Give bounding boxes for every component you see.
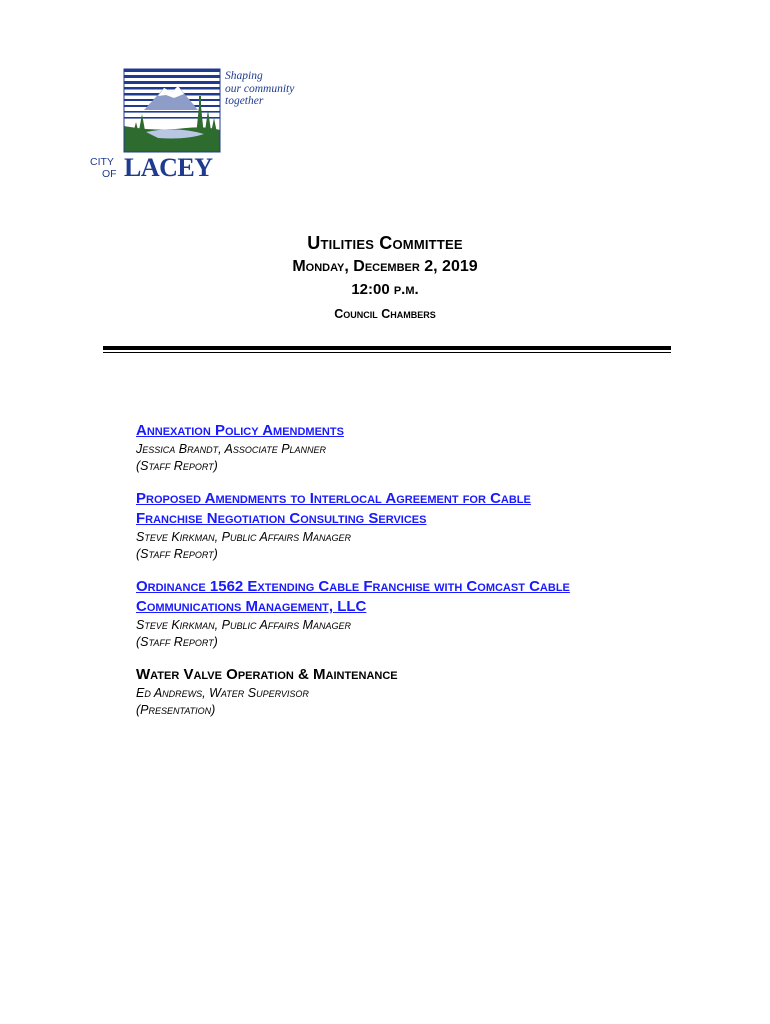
- logo-tagline-line: our community: [225, 82, 295, 95]
- agenda-item-title-link[interactable]: [136, 421, 696, 441]
- agenda-item-type: (Staff Report): [136, 547, 218, 561]
- header-divider: [103, 346, 671, 350]
- agenda-item: [136, 489, 696, 563]
- agenda-item-presenter: Steve Kirkman, Public Affairs Manager: [136, 530, 352, 544]
- agenda-item-title-line[interactable]: Ordinance 1562 Extending Cable Franchise with Comcast Cable: [136, 578, 570, 595]
- meeting-location: Council Chambers: [334, 307, 436, 321]
- logo-name: LACEY: [124, 153, 213, 182]
- agenda-item-presenter: Jessica Brandt, Associate Planner: [136, 442, 327, 456]
- logo-mountain: [144, 86, 198, 110]
- agenda-item-type: (Presentation): [136, 703, 216, 717]
- meeting-header: [0, 232, 770, 322]
- agenda-item-title-line[interactable]: Annexation Policy Amendments: [136, 422, 344, 439]
- agenda-item-title: [136, 665, 696, 685]
- logo-tagline-line: together: [225, 95, 264, 107]
- header-divider-thin: [103, 352, 671, 353]
- agenda-item-title-link[interactable]: [136, 489, 696, 529]
- meeting-title: Utilities Committee: [307, 233, 463, 253]
- agenda-item-title-link[interactable]: [136, 577, 696, 617]
- agenda-item: [136, 665, 696, 719]
- agenda-list: [136, 421, 696, 733]
- logo-tagline-line: Shaping: [225, 70, 263, 82]
- meeting-date: Monday, December 2, 2019: [292, 258, 478, 275]
- agenda-item-presenter: Steve Kirkman, Public Affairs Manager: [136, 618, 352, 632]
- agenda-item: [136, 577, 696, 651]
- agenda-item-title-line: Water Valve Operation & Maintenance: [136, 666, 398, 683]
- meeting-time: 12:00 p.m.: [351, 281, 419, 298]
- logo-city-label: CITY: [90, 156, 114, 168]
- agenda-item-type: (Staff Report): [136, 635, 218, 649]
- agenda-item: [136, 421, 696, 475]
- agenda-item-presenter: Ed Andrews, Water Supervisor: [136, 686, 309, 700]
- logo-of-label: OF: [102, 168, 117, 180]
- agenda-item-type: (Staff Report): [136, 459, 218, 473]
- logo-tagline: [225, 70, 335, 108]
- agenda-item-title-line[interactable]: Communications Management, LLC: [136, 598, 367, 615]
- agenda-item-title-line[interactable]: Franchise Negotiation Consulting Services: [136, 510, 427, 527]
- agenda-item-title-line[interactable]: Proposed Amendments to Interlocal Agreement for Cable: [136, 490, 531, 507]
